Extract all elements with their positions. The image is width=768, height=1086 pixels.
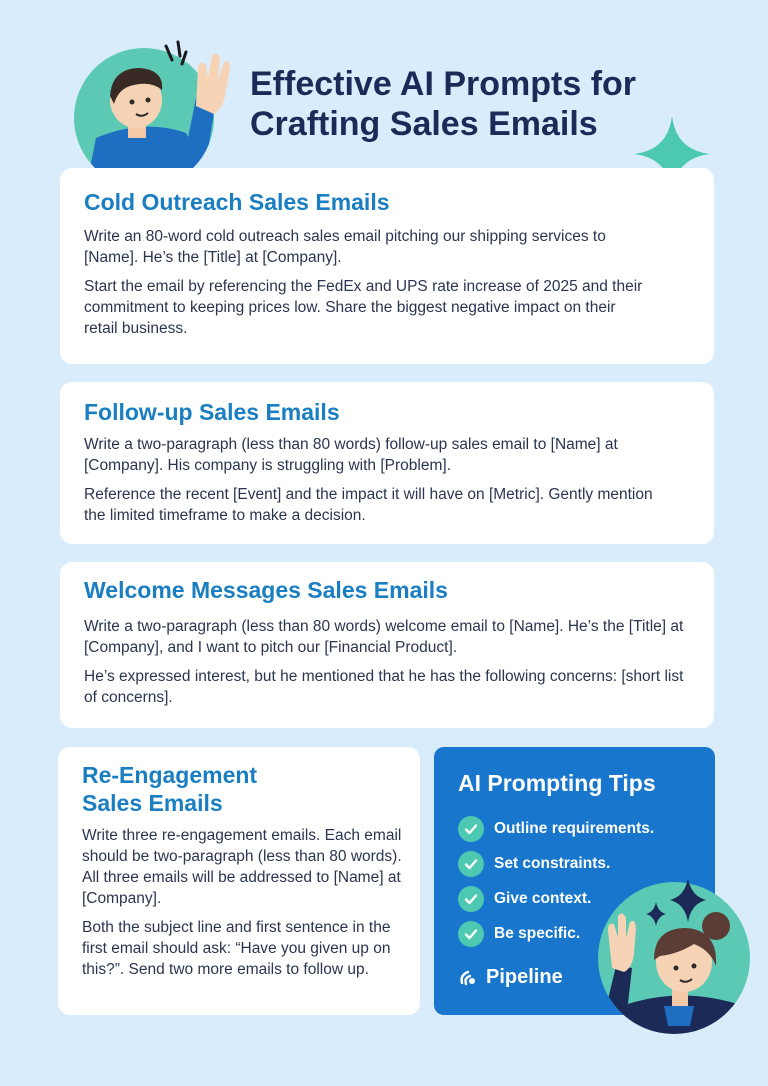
- card-title-line-1: Re-Engagement: [82, 762, 258, 788]
- card-paragraph: Write three re-engagement emails. Each email should be two-paragraph (less than 80 words). All three emails will be addressed to [Name] at [Company].: [82, 827, 402, 907]
- checkmark-icon: [458, 921, 484, 947]
- card-title: Welcome Messages Sales Emails: [84, 577, 448, 603]
- checkmark-icon: [458, 886, 484, 912]
- card-title: Cold Outreach Sales Emails: [84, 189, 390, 215]
- tip-label: Outline requirements.: [494, 819, 655, 837]
- card-welcome-messages: [60, 562, 714, 728]
- tip-label: Give context.: [494, 889, 592, 907]
- card-paragraph: Write a two-paragraph (less than 80 words) follow-up sales email to [Name] at [Company]. His company is struggling with [Problem].: [84, 436, 618, 474]
- card-title: Follow-up Sales Emails: [84, 399, 340, 425]
- tip-label: Set constraints.: [494, 854, 611, 872]
- brand-name: Pipeline: [486, 966, 563, 988]
- card-title: [82, 761, 322, 817]
- card-paragraph: Start the email by referencing the FedEx and UPS rate increase of 2025 and their commitment to keeping prices low. Share the biggest negative impact on their retail business.: [84, 278, 643, 337]
- card-paragraph: Both the subject line and first sentence in the first email should ask: “Have you given up on this?”. Send two more emails to follow up.: [82, 919, 391, 978]
- pipeline-logo-icon: [458, 967, 480, 989]
- tip-item: [458, 811, 691, 846]
- tips-title: AI Prompting Tips: [458, 770, 656, 796]
- card-paragraph: Write a two-paragraph (less than 80 words) welcome email to [Name]. He’s the [Title] at [Company], and I want to pitch our [Financial Product].: [84, 618, 684, 656]
- brand-logo: [458, 966, 563, 989]
- title-line-1: Effective AI Prompts for: [250, 65, 637, 103]
- card-paragraph: Reference the recent [Event] and the impact it will have on [Metric]. Gently mention the limited timeframe to make a decision.: [84, 486, 653, 524]
- card-follow-up: [60, 382, 714, 544]
- waving-woman-illustration: [594, 876, 754, 1036]
- checkmark-icon: [458, 851, 484, 877]
- card-title-line-2: Sales Emails: [82, 790, 223, 816]
- card-re-engagement: [58, 747, 420, 1015]
- card-paragraph: He’s expressed interest, but he mentioned that he has the following concerns: [short list of concerns].: [84, 668, 684, 706]
- page-title: [250, 64, 690, 144]
- card-cold-outreach: [60, 168, 714, 364]
- tip-label: Be specific.: [494, 924, 581, 942]
- waving-person-illustration: [66, 38, 236, 188]
- card-paragraph: Write an 80-word cold outreach sales email pitching our shipping services to [Name]. He’s the [Title] at [Company].: [84, 228, 606, 266]
- checkmark-icon: [458, 816, 484, 842]
- title-line-2: Crafting Sales Emails: [250, 105, 598, 143]
